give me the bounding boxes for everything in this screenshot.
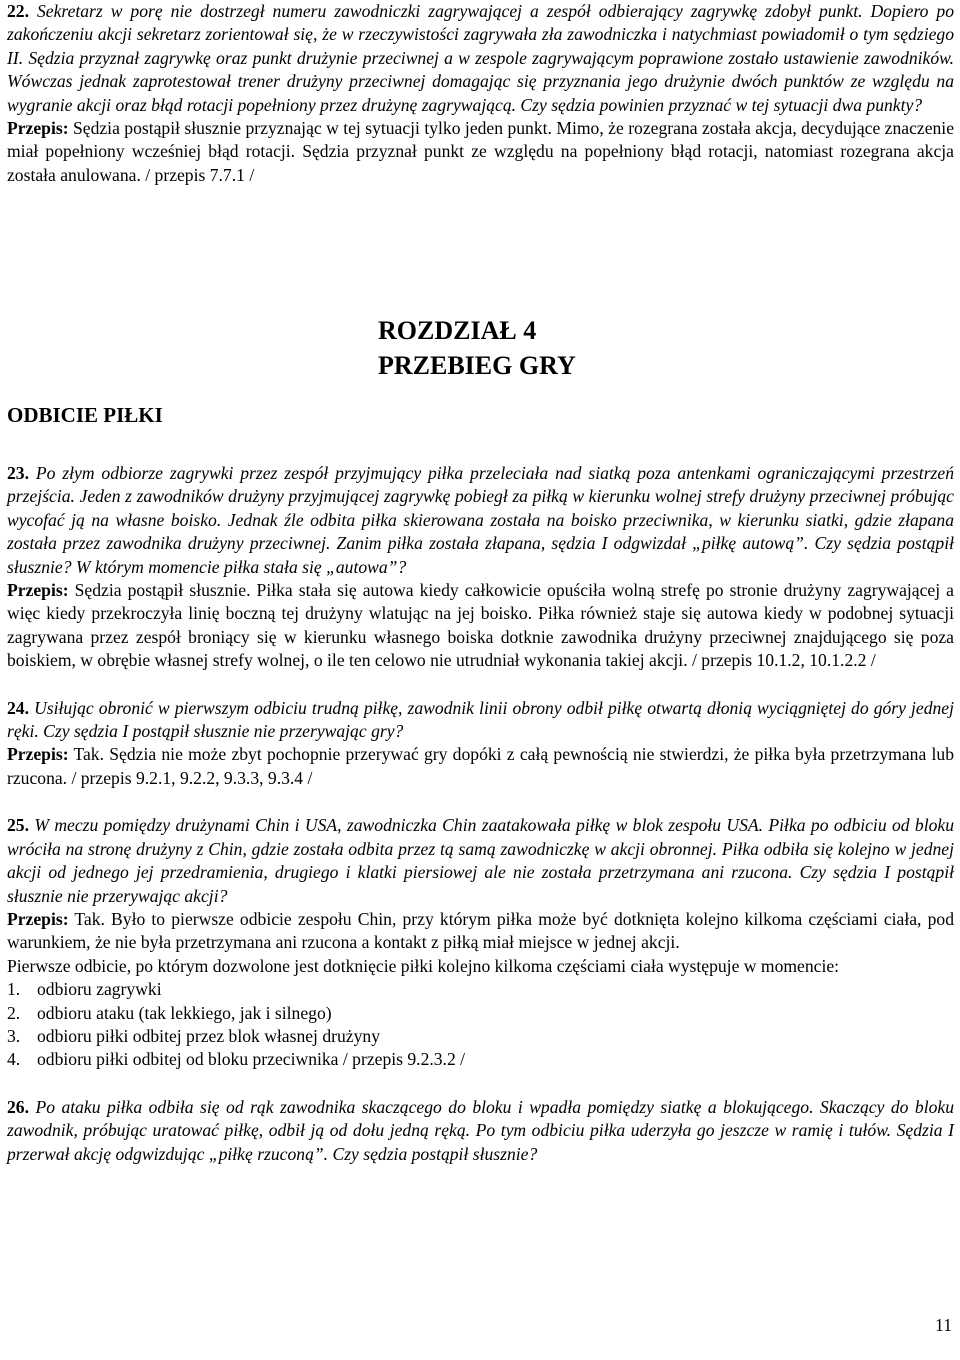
- list-item-text: odbioru piłki odbitej od bloku przeciwnika / przepis 9.2.3.2 /: [37, 1049, 466, 1070]
- answer-23-text: [7, 579, 954, 673]
- list-item: [7, 1048, 954, 1071]
- chapter-number: ROZDZIAŁ 4: [378, 316, 537, 345]
- question-26-text: [7, 1096, 954, 1166]
- section-body: [7, 462, 954, 1166]
- question-number: 24.: [7, 697, 29, 718]
- answer-body: Tak. Sędzia nie może zbyt pochopnie przerywać gry dopóki z całą pewnością nie stwierdzi, że piłka była przetrzymana lub rzucona. / przepis 9.2.1, 9.2.2, 9.3.3, 9.3.4 /: [7, 744, 954, 788]
- answer-label: Przepis:: [7, 908, 69, 929]
- list-item-number: 1.: [7, 979, 21, 1000]
- question-22: [7, 0, 954, 187]
- chapter-title: PRZEBIEG GRY: [378, 351, 576, 380]
- question-22-text: [7, 0, 954, 117]
- answer-22-text: [7, 117, 954, 187]
- answer-label: Przepis:: [7, 580, 69, 601]
- list-item: [7, 978, 954, 1001]
- question-number: 23.: [7, 463, 29, 483]
- answer-24-text: [7, 743, 954, 790]
- answer-label: Przepis:: [7, 118, 69, 139]
- list-item-text: odbioru ataku (tak lekkiego, jak i silnego): [37, 1002, 332, 1023]
- answer-25-intro: Pierwsze odbicie, po którym dozwolone jest dotknięcie piłki kolejno kilkoma częściami ciała występuje w momencie:: [7, 955, 840, 976]
- list-item-text: odbioru piłki odbitej przez blok własnej drużyny: [37, 1025, 381, 1046]
- list-item: [7, 1002, 954, 1025]
- answer-25-text: [7, 908, 954, 955]
- answer-label: Przepis:: [7, 744, 69, 765]
- question-number: 26.: [7, 1096, 29, 1117]
- question-25-text: [7, 814, 954, 908]
- section-title: ODBICIE PIŁKI: [7, 403, 163, 427]
- question-23-text: [7, 462, 954, 579]
- question-body: Usiłując obronić w pierwszym odbiciu trudną piłkę, zawodnik linii obrony odbił piłkę otwartą dłonią wyciągniętej do góry jednej ręki. Czy sędzia I postąpił słusznie nie przerywając gry?: [7, 697, 954, 742]
- answer-body: Tak. Było to pierwsze odbicie zespołu Chin, przy którym piłka może być dotknięta kolejno kilkoma częściami ciała, pod warunkiem, że nie była przetrzymana ani rzucona a kontakt z piłką miał miejsce w jednej akcji.: [7, 908, 954, 953]
- list-item-number: 3.: [7, 1025, 21, 1046]
- question-body: W meczu pomiędzy drużynami Chin i USA, zawodniczka Chin zaatakowała piłkę w blok zespołu USA. Piłka po odbiciu od bloku wróciła na stronę drużyny z Chin, gdzie została odbita przez tą samą zawodniczkę w akcji obronnej. Piłka odbiła się kolejno w jednej akcji od jednego jej przedramienia, drugiego i klatki piersiowej ale nie została przetrzymana ani rzucona. Czy sędzia I postąpił słusznie nie przerywając akcji?: [7, 815, 954, 906]
- question-number: 22.: [7, 1, 29, 21]
- answer-body: Sędzia postąpił słusznie. Piłka stała się autowa kiedy całkowicie opuściła wolną strefę po stronie drużyny zagrywającej a więc kiedy przekroczyła linię boczną tej drużyny wlatując na jej boisko. Piłka również staje się autowa kiedy w podobnej sytuacji zagrywana przez zespół broniący się w kierunku własnego boiska dotknie zawodnika drużyny przeciwnej znajdującego się poza boiskiem, w obrębie własnej strefy wolnej, o ile ten celowo nie utrudniał wykonania takiej akcji. / przepis 10.1.2, 10.1.2.2 /: [7, 580, 954, 671]
- answer-body: Sędzia postąpił słusznie przyznając w tej sytuacji tylko jeden punkt. Mimo, że rozegrana została akcja, decydujące znaczenie miał popełniony wcześniej błąd rotacji. Sędzia przyznał punkt ze względu na popełniony błąd rotacji, natomiast rozegrana akcja została anulowana. / przepis 7.7.1 /: [7, 118, 954, 185]
- page-number: 11: [935, 1315, 952, 1335]
- list-item-number: 2.: [7, 1002, 21, 1023]
- list-item-number: 4.: [7, 1049, 21, 1070]
- question-number: 25.: [7, 815, 29, 836]
- list-item-text: odbioru zagrywki: [37, 979, 162, 1000]
- question-24-text: [7, 697, 954, 744]
- chapter-heading: [378, 313, 576, 383]
- list-item: [7, 1025, 954, 1048]
- first-contact-list: [7, 978, 954, 1072]
- question-body: Sekretarz w porę nie dostrzegł numeru zawodniczki zagrywającej a zespół odbierający zagrywkę zdobył punkt. Dopiero po zakończeniu akcji sekretarz zorientował się, że w rzeczywistości zagrywała zła zawodniczka i natychmiast powiadomił o tym sędziego II. Sędzia przyznał zagrywkę oraz punkt drużynie przeciwnej a w zespole zagrywającym poprawione zostało ustawienie zawodników. Wówczas jednak zaprotestował trener drużyny przeciwnej domagając się przyznania jego drużynie dwóch punktów ze względu na wygranie akcji oraz błąd rotacji popełniony przez drużynę zagrywającą. Czy sędzia powinien przyznać w tej sytuacji dwa punkty?: [7, 1, 954, 115]
- question-body: Po złym odbiorze zagrywki przez zespół przyjmujący piłka przeleciała nad siatką poza antenkami ograniczającymi przestrzeń przejścia. Jeden z zawodników drużyny przyjmującej zagrywkę pobiegł za piłką w kierunku wolnej strefy drużyny przeciwnej próbując wycofać ją na własne boisko. Jednak źle odbita piłka skierowana została na boisko przeciwnika, w kierunku siatki, gdzie złapana została przez zawodnika drużyny przeciwnej. Zanim piłka została złapana, sędzia I odgwizdał „piłkę autową”. Czy sędzia postąpił słusznie? W którym momencie piłka stała się „autowa”?: [7, 463, 954, 577]
- question-body: Po ataku piłka odbiła się od rąk zawodnika skaczącego do bloku i wpadła pomiędzy siatkę a blokującego. Skaczący do bloku zawodnik, próbując uratować piłkę, odbił ją od dołu jedną ręką. Po tym odbiciu piłka uderzyła go jeszcze w ramię i tułów. Sędzia I przerwał akcję odgwizdując „piłkę rzuconą”. Czy sędzia postąpił słusznie?: [7, 1096, 954, 1164]
